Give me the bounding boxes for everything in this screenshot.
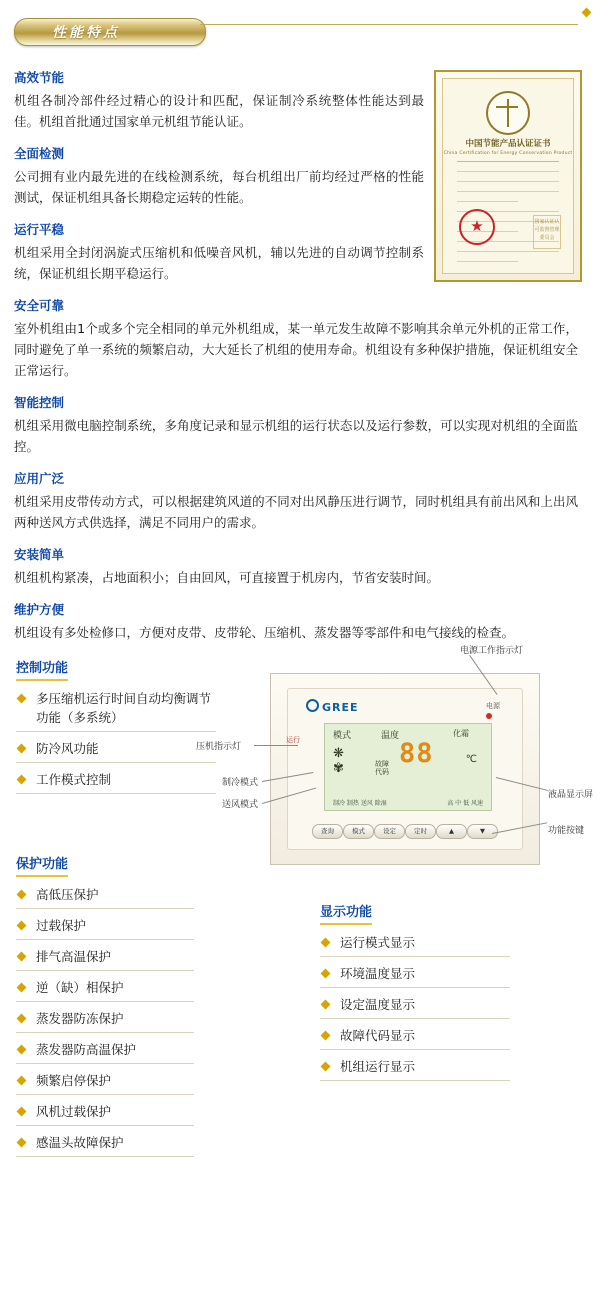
gree-mark-icon: [306, 699, 319, 712]
list-item: [16, 770, 216, 794]
list-item-label: 环境温度显示: [340, 966, 416, 981]
page-header: [0, 0, 600, 58]
display-function-list: [320, 933, 510, 1081]
gree-logo-label: GREE: [322, 701, 359, 714]
feature-body: 机组各制冷部件经过精心的设计和匹配，保证制冷系统整体性能达到最佳。机组首批通过国家单元机组节能认证。: [14, 93, 424, 129]
diamond-icon: [17, 1107, 27, 1117]
controller-button-row: [312, 824, 498, 839]
feature-block: [14, 602, 578, 643]
control-function-list: [16, 689, 216, 794]
lcd-digits: 88: [399, 738, 434, 769]
diamond-icon: [17, 952, 27, 962]
feature-block: [14, 471, 578, 533]
list-item: [320, 1057, 510, 1081]
lower-section: [0, 646, 600, 1150]
diamond-icon: [17, 1076, 27, 1086]
feature-body: 机组采用微电脑控制系统，多角度记录和显示机组的运行状态以及运行参数，可以实现对机组的全面监控。: [14, 418, 578, 454]
control-function-heading: 控制功能: [16, 657, 68, 681]
feature-body: 机组采用全封闭涡旋式压缩机和低噪音风机，辅以先进的自动调节控制系统，保证机组长期平稳运行。: [14, 245, 424, 281]
leader-line: [254, 745, 298, 746]
list-item: [16, 1040, 194, 1064]
fan-icon: ❋ ✾: [333, 746, 344, 776]
diamond-icon: [17, 1014, 27, 1024]
display-function-heading: 显示功能: [320, 901, 372, 925]
callout-cooling-mode: 制冷模式: [222, 778, 259, 788]
feature-body: 机组采用皮带传动方式，可以根据建筑风道的不同对出风静压进行调节，同时机组具有前出风和上出风两种送风方式供选择，满足不同用户的需求。: [14, 494, 578, 530]
list-item-label: 高低压保护: [36, 887, 99, 902]
diamond-icon: [582, 8, 592, 18]
list-item: [16, 1102, 194, 1126]
lcd-mode-label: 模式: [333, 731, 352, 741]
protect-function-heading: 保护功能: [16, 853, 68, 877]
feature-block: [14, 547, 578, 588]
diamond-icon: [321, 1031, 331, 1041]
list-item-label: 机组运行显示: [340, 1059, 416, 1074]
callout-compressor-led: 压机指示灯: [196, 742, 242, 752]
feature-body: 机组机构紧凑，占地面积小；自由回风，可直接置于机房内，节省安装时间。: [14, 570, 440, 585]
down-button[interactable]: ▼: [467, 824, 498, 839]
diamond-icon: [321, 938, 331, 948]
list-item-label: 逆（缺）相保护: [36, 980, 124, 995]
display-function-section: [320, 901, 510, 1088]
callout-function-keys: 功能按键: [548, 826, 585, 836]
diamond-icon: [17, 983, 27, 993]
list-item-label: 风机过载保护: [36, 1104, 112, 1119]
feature-title: 应用广泛: [14, 471, 65, 486]
protect-function-section: [16, 853, 194, 1164]
diamond-icon: [321, 969, 331, 979]
control-function-section: [16, 657, 216, 801]
certificate-stamp: 国家认证认可监督管理委员会: [533, 215, 561, 249]
list-item: [16, 1071, 194, 1095]
certificate-divider: [457, 161, 559, 162]
diamond-icon: [17, 921, 27, 931]
feature-title: 安装简单: [14, 547, 65, 562]
list-item-label: 设定温度显示: [340, 997, 416, 1012]
list-item-label: 过载保护: [36, 918, 87, 933]
list-item: [16, 689, 216, 732]
features-section: [0, 58, 600, 643]
certificate-title: 中国节能产品认证证书: [465, 139, 551, 149]
list-item: [320, 995, 510, 1019]
callout-lcd-screen: 液晶显示屏: [548, 790, 594, 800]
list-item: [16, 885, 194, 909]
diamond-icon: [17, 1045, 27, 1055]
header-divider: [200, 24, 578, 25]
timer-button[interactable]: 定时: [405, 824, 436, 839]
certificate-image: [434, 70, 582, 282]
callout-power-led: 电源工作指示灯: [460, 646, 524, 656]
callout-running-label: 运行: [286, 736, 300, 744]
list-item-label: 感温头故障保护: [36, 1135, 124, 1150]
list-item-label: 运行模式显示: [340, 935, 416, 950]
feature-title: 运行平稳: [14, 222, 65, 237]
mode-button[interactable]: 模式: [343, 824, 374, 839]
list-item: [16, 916, 194, 940]
lcd-temp-label: 温度: [381, 731, 400, 741]
diamond-icon: [17, 744, 27, 754]
list-item: [320, 1026, 510, 1050]
gree-logo: [306, 699, 359, 714]
feature-title: 全面检测: [14, 146, 65, 161]
certificate-frame: [442, 78, 574, 274]
query-button[interactable]: 查询: [312, 824, 343, 839]
diamond-icon: [321, 1062, 331, 1072]
up-button[interactable]: ▲: [436, 824, 467, 839]
controller-illustration: [270, 673, 540, 865]
lcd-unit-label: ℃: [465, 754, 477, 765]
list-item-label: 蒸发器防高温保护: [36, 1042, 137, 1057]
diamond-icon: [321, 1000, 331, 1010]
certificate-logo-icon: [486, 91, 530, 135]
feature-title: 高效节能: [14, 70, 65, 85]
diamond-icon: [17, 890, 27, 900]
list-item-label: 工作模式控制: [36, 772, 112, 787]
list-item: [16, 947, 194, 971]
list-item: [320, 933, 510, 957]
power-label: 电源: [486, 702, 500, 710]
lcd-fault-label: 故障代码: [375, 760, 389, 776]
certificate-subtitle: China Certification for Energy Conservation Product: [443, 151, 573, 156]
controller-face: [287, 688, 523, 850]
list-item: [16, 1133, 194, 1157]
feature-block: [14, 395, 578, 457]
list-item: [16, 1009, 194, 1033]
feature-body: 室外机组由1个或多个完全相同的单元外机组成，某一单元发生故障不影响其余单元外机的正常工作，同时避免了单一系统的频繁启动，大大延长了机组的使用寿命。机组设有多种保护措施，保证机组安全正常运行。: [14, 321, 578, 378]
feature-title: 维护方便: [14, 602, 65, 617]
diamond-icon: [17, 694, 27, 704]
certificate-seal-icon: ★: [459, 209, 495, 245]
protect-function-list: [16, 885, 194, 1157]
page-title: 性能特点: [52, 25, 120, 41]
list-item: [320, 964, 510, 988]
lcd-display: [324, 723, 492, 811]
list-item-label: 蒸发器防冻保护: [36, 1011, 124, 1026]
list-item-label: 故障代码显示: [340, 1028, 416, 1043]
lcd-footer: [333, 798, 483, 807]
list-item-label: 防冷风功能: [36, 741, 99, 756]
list-item: [16, 978, 194, 1002]
diamond-icon: [17, 1138, 27, 1148]
list-item-label: 多压缩机运行时间自动均衡调节功能（多系统）: [36, 691, 212, 725]
list-item-label: 排气高温保护: [36, 949, 112, 964]
feature-body: 公司拥有业内最先进的在线检测系统，每台机组出厂前均经过严格的性能测试，保证机组具备长期稳定运转的性能。: [14, 169, 424, 205]
callout-fan-mode: 送风模式: [222, 800, 259, 810]
lcd-defrost-label: 化霜: [453, 729, 469, 738]
feature-title: 智能控制: [14, 395, 65, 410]
feature-block: [14, 298, 578, 381]
power-led-icon: [486, 713, 492, 719]
set-button[interactable]: 设定: [374, 824, 405, 839]
diamond-icon: [17, 775, 27, 785]
feature-title: 安全可靠: [14, 298, 65, 313]
list-item: [16, 739, 216, 763]
list-item-label: 频繁启停保护: [36, 1073, 112, 1088]
feature-body: 机组设有多处检修口，方便对皮带、皮带轮、压缩机、蒸发器等零部件和电气接线的检查。: [14, 625, 515, 640]
lcd-footer-left: 制冷 制热 送风 除湿: [333, 800, 387, 807]
lcd-footer-right: 高 中 低 风速: [447, 800, 483, 807]
